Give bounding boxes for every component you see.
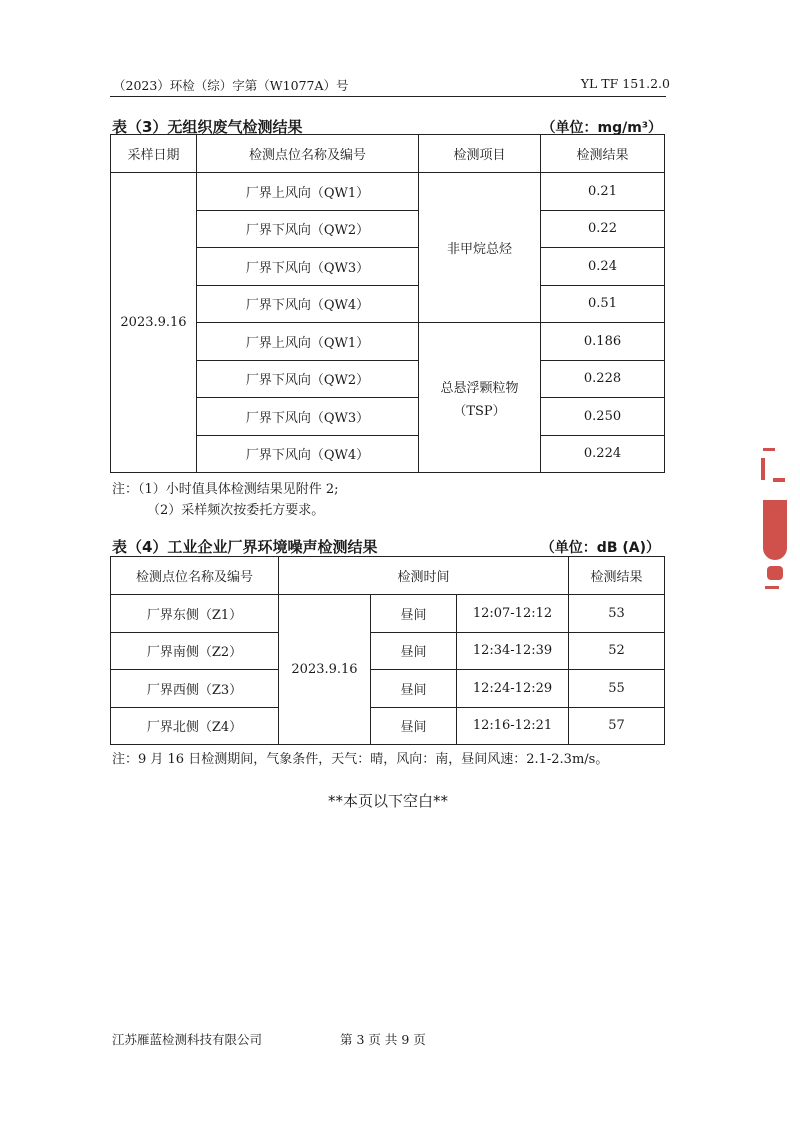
table3-result: 0.51 <box>541 285 665 323</box>
table4 <box>110 556 665 745</box>
table3-result: 0.186 <box>541 323 665 361</box>
table4-col-result: 检测结果 <box>569 557 665 595</box>
table3-col-point: 检测点位名称及编号 <box>197 135 419 173</box>
table-row <box>111 707 665 745</box>
table3-col-date: 采样日期 <box>111 135 197 173</box>
table3-point: 厂界上风向（QW1） <box>197 173 419 211</box>
table4-result: 52 <box>569 632 665 670</box>
table4-period: 昼间 <box>371 707 457 745</box>
table3-note-1: 注：（1）小时值具体检测结果见附件 2; <box>112 482 339 497</box>
table3-point: 厂界下风向（QW3） <box>197 248 419 286</box>
table3-result: 0.22 <box>541 210 665 248</box>
table3-point: 厂界下风向（QW3） <box>197 398 419 436</box>
header-divider <box>110 96 666 97</box>
table4-time: 12:07-12:12 <box>457 595 569 633</box>
table3-item-tsp <box>419 323 541 473</box>
table4-time: 12:16-12:21 <box>457 707 569 745</box>
table3-point: 厂界上风向（QW1） <box>197 323 419 361</box>
table4-time: 12:24-12:29 <box>457 670 569 708</box>
table3 <box>110 134 665 473</box>
table4-period: 昼间 <box>371 632 457 670</box>
table4-point: 厂界南侧（Z2） <box>111 632 279 670</box>
seal-fragment-icon <box>755 440 795 600</box>
table3-title: 表（3）无组织废气检测结果 <box>112 118 303 136</box>
table3-col-item: 检测项目 <box>419 135 541 173</box>
table3-item-tsp-abbr: （TSP） <box>453 403 506 419</box>
table-row <box>111 632 665 670</box>
table4-period: 昼间 <box>371 595 457 633</box>
table3-result: 0.224 <box>541 435 665 473</box>
table4-point: 厂界西侧（Z3） <box>111 670 279 708</box>
table3-item-nmhc: 非甲烷总烃 <box>419 173 541 323</box>
table4-col-time: 检测时间 <box>279 557 569 595</box>
document-code: YL TF 151.2.0 <box>580 76 670 91</box>
table3-item-tsp-name: 总悬浮颗粒物 <box>440 380 519 396</box>
table4-point: 厂界东侧（Z1） <box>111 595 279 633</box>
table3-header-row <box>111 135 665 173</box>
table3-note-2: （2）采样频次按委托方要求。 <box>147 503 325 518</box>
table3-result: 0.228 <box>541 360 665 398</box>
table3-col-result: 检测结果 <box>541 135 665 173</box>
table3-result: 0.21 <box>541 173 665 211</box>
footer-company: 江苏雁蓝检测科技有限公司 <box>112 1032 263 1047</box>
table4-col-point: 检测点位名称及编号 <box>111 557 279 595</box>
table-row <box>111 670 665 708</box>
table4-result: 53 <box>569 595 665 633</box>
table3-result: 0.24 <box>541 248 665 286</box>
table3-point: 厂界下风向（QW2） <box>197 210 419 248</box>
table4-result: 57 <box>569 707 665 745</box>
table4-note: 注：9 月 16 日检测期间，气象条件，天气：晴，风向：南，昼间风速：2.1-2.3m/s。 <box>112 752 609 767</box>
page-blank-notice: **本页以下空白** <box>327 792 448 810</box>
table4-point: 厂界北侧（Z4） <box>111 707 279 745</box>
table3-result: 0.250 <box>541 398 665 436</box>
table3-point: 厂界下风向（QW2） <box>197 360 419 398</box>
table-row <box>111 173 665 211</box>
table3-point: 厂界下风向（QW4） <box>197 285 419 323</box>
footer-page-number: 第 3 页 共 9 页 <box>340 1032 426 1047</box>
table4-title: 表（4）工业企业厂界环境噪声检测结果 <box>112 538 378 556</box>
table4-period: 昼间 <box>371 670 457 708</box>
table4-time: 12:34-12:39 <box>457 632 569 670</box>
table3-point: 厂界下风向（QW4） <box>197 435 419 473</box>
report-number: （2023）环检（综）字第（W1077A）号 <box>113 78 349 93</box>
table4-unit: （单位：dB (A)） <box>540 540 660 556</box>
table4-date: 2023.9.16 <box>279 595 371 745</box>
table-row <box>111 595 665 633</box>
table3-unit: （单位：mg/m³） <box>541 120 662 136</box>
table4-result: 55 <box>569 670 665 708</box>
table3-sampling-date: 2023.9.16 <box>111 173 197 473</box>
table4-header-row <box>111 557 665 595</box>
